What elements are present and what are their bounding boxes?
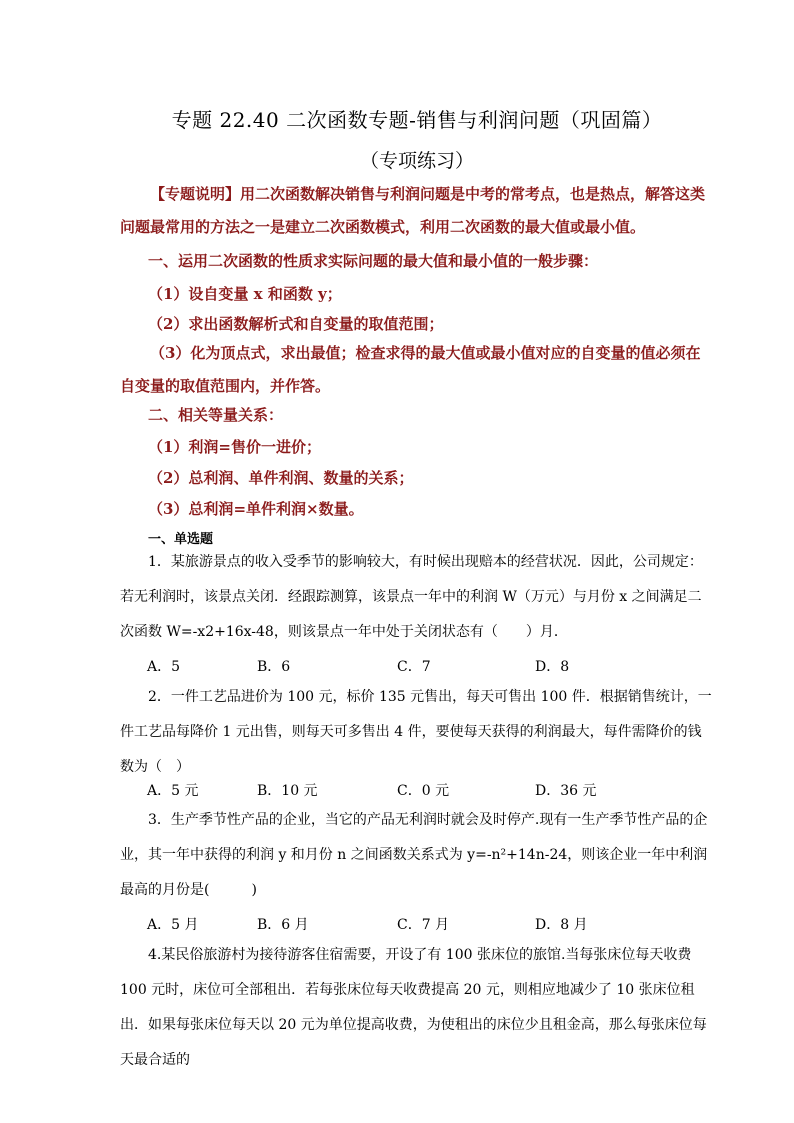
option-d: D．8 <box>535 659 570 675</box>
section-title: 一、单选题 <box>148 532 214 547</box>
relation-2: （2）总利润、单件利润、数量的关系； <box>148 469 414 487</box>
page-title: 专题 22.40 二次函数专题-销售与利润问题（巩固篇） <box>171 108 663 132</box>
question-4: 4.某民俗旅游村为接待游客住宿需要，开设了有 100 张床位的旅馆.当每张床位每天收费 100 元时，床位可全部租出．若每张床位每天收费提高 20 元，则相应地减少了 10 张床位租出．如果每张床位每天以 20 元为单位提高收费，为使租出的床位少且租金高，那么每张床位每天最合适的 <box>120 947 707 1068</box>
step-1: （1）设自变量 x 和函数 y； <box>148 285 342 303</box>
relation-3: （3）总利润=单件利润×数量。 <box>148 500 364 518</box>
option-b: B．6 <box>257 659 291 675</box>
question-3-options <box>147 914 667 938</box>
option-a: A．5 元 <box>147 783 199 799</box>
question-2: 2．一件工艺品进价为 100 元，标价 135 元售出，每天可售出 100 件．根据销售统计，一件工艺品每降价 1 元出售，则每天可多售出 4 件，要使每天获得的利润最大，每件需降价的钱数为（ ） <box>120 689 712 775</box>
option-c: C．7 <box>397 659 431 675</box>
step-2: （2）求出函数解析式和自变量的取值范围； <box>148 315 444 333</box>
option-c: C．7 月 <box>397 917 450 933</box>
page-subtitle: （专项练习） <box>359 150 474 172</box>
option-d: D．8 月 <box>535 917 588 933</box>
question-1-options <box>147 656 667 680</box>
question-2-options <box>147 780 667 804</box>
option-b: B．6 月 <box>257 917 309 933</box>
option-a: A．5 <box>147 659 181 675</box>
option-c: C．0 元 <box>397 783 450 799</box>
intro-label: 【专题说明】 <box>150 185 241 203</box>
option-d: D．36 元 <box>535 783 597 799</box>
step-3: （3）化为顶点式，求出最值；检查求得的最大值或最小值对应的自变量的值必须在自变量的取值范围内，并作答。 <box>120 344 701 395</box>
relations-heading: 二、相关等量关系： <box>148 406 284 424</box>
question-3: 3．生产季节性产品的企业，当它的产品无利润时就会及时停产.现有一生产季节性产品的企业，其一年中获得的利润 y 和月份 n 之间函数关系式为 y=-n²+14n-24，则该企业一年中利润最高的月份是( ) <box>120 812 708 898</box>
intro-paragraph <box>120 178 710 244</box>
relation-1: （1）利润=售价一进价； <box>148 438 322 456</box>
steps-heading: 一、运用二次函数的性质求实际问题的最大值和最小值的一般步骤： <box>148 252 599 270</box>
option-a: A．5 月 <box>147 917 199 933</box>
question-1: 1．某旅游景点的收入受季节的影响较大，有时候出现赔本的经营状况．因此，公司规定：若无利润时，该景点关闭．经跟踪测算，该景点一年中的利润 W（万元）与月份 x 之间满足二次函数 W=-x2+16x-48，则该景点一年中处于关闭状态有（ ）月． <box>120 554 703 640</box>
intro-text: 用二次函数解决销售与利润问题是中考的常考点，也是热点，解答这类问题最常用的方法之一是建立二次函数模式，利用二次函数的最大值或最小值。 <box>120 185 706 236</box>
option-b: B．10 元 <box>257 783 318 799</box>
